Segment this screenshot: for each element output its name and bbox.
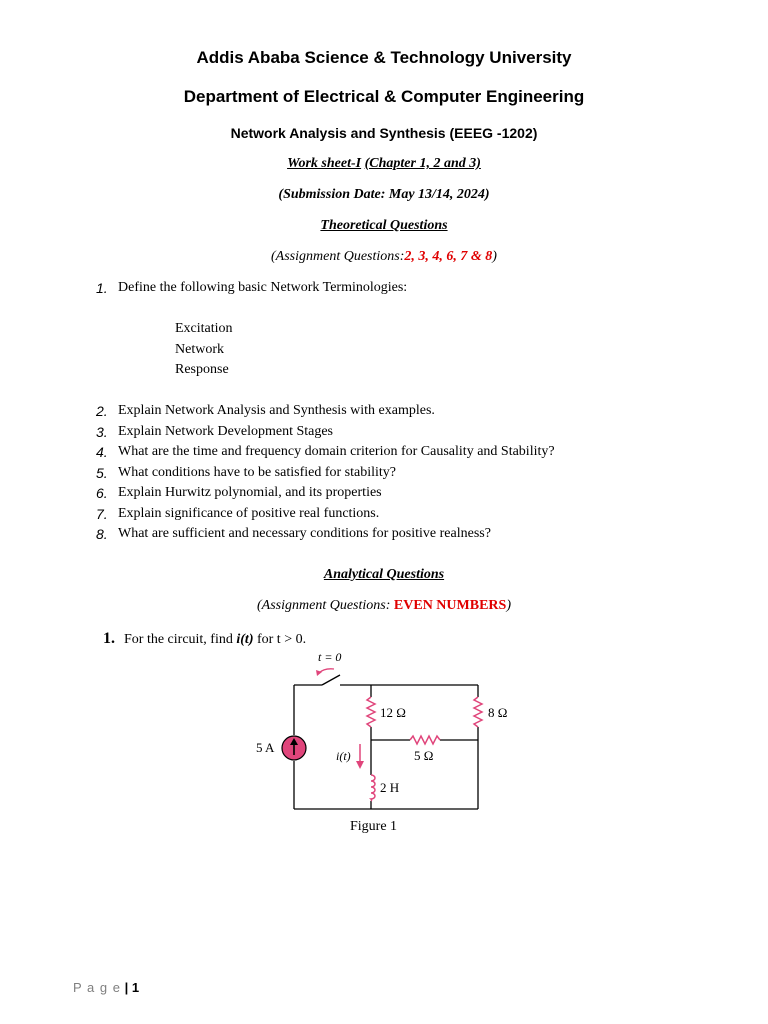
switch-label: t = 0 [318, 650, 342, 664]
question-number: 7. [96, 506, 108, 522]
question-number: 4. [96, 444, 108, 460]
question-text: Explain significance of positive real functions. [118, 506, 380, 521]
question-number: 1. [96, 280, 108, 296]
page-separator: | [124, 980, 129, 995]
worksheet-label: Work sheet-I [287, 156, 362, 171]
question-number: 8. [96, 526, 108, 542]
r3-label: 5 Ω [414, 748, 434, 763]
question-text: What are the time and frequency domain criterion for Causality and Stability? [118, 444, 555, 459]
assignment-prefix: (Assignment Questions: [271, 249, 405, 264]
analytical-heading: Analytical Questions [323, 567, 445, 582]
university-title: Addis Ababa Science & Technology University [196, 48, 572, 67]
question-text: Explain Network Development Stages [118, 424, 334, 439]
question-text: What conditions have to be satisfied for stability? [118, 465, 396, 480]
current-label: i(t) [336, 749, 351, 763]
term-item: Network [175, 342, 224, 357]
theoretical-assignment [0, 249, 768, 265]
assignment-highlight: EVEN NUMBERS [393, 598, 507, 613]
resistor-5ohm [410, 736, 440, 744]
question-number: 6. [96, 485, 108, 501]
source-label: 5 A [256, 740, 275, 755]
term-item: Response [175, 362, 229, 377]
chapters-label: (Chapter 1, 2 and 3) [364, 156, 481, 171]
r2-label: 8 Ω [488, 705, 508, 720]
assignment-numbers: 2, 3, 4, 6, 7 & 8 [404, 249, 493, 264]
problem-variable: i(t) [236, 632, 254, 647]
term-item: Excitation [175, 321, 233, 336]
circuit-diagram [240, 645, 540, 820]
question-text: Explain Network Analysis and Synthesis with examples. [118, 403, 435, 418]
question-number: 3. [96, 424, 108, 440]
problem-text-b: for t > 0. [253, 632, 307, 647]
analytical-assignment [0, 598, 768, 614]
figure-caption: Figure 1 [350, 819, 398, 834]
submission-date: (Submission Date: May 13/14, 2024) [278, 187, 490, 202]
resistor-12ohm [367, 697, 375, 727]
question-text: Define the following basic Network Terminologies: [118, 280, 408, 295]
question-text: What are sufficient and necessary conditions for positive realness? [118, 526, 491, 541]
problem-text-a: For the circuit, find [124, 632, 237, 647]
page-word: P a g e [73, 980, 121, 995]
page-footer [73, 980, 139, 995]
question-number: 5. [96, 465, 108, 481]
worksheet-line [0, 156, 768, 172]
page-number: 1 [131, 980, 140, 995]
problem-number: 1. [103, 630, 115, 647]
inductor-label: 2 H [380, 780, 400, 795]
inductor-2h [371, 775, 375, 801]
assignment-suffix: ) [492, 249, 497, 264]
resistor-8ohm [474, 697, 482, 727]
r1-label: 12 Ω [380, 705, 406, 720]
assignment-suffix: ) [506, 598, 511, 613]
question-text: Explain Hurwitz polynomial, and its properties [118, 485, 382, 500]
switch-blade [322, 675, 340, 685]
department-title: Department of Electrical & Computer Engineering [183, 87, 585, 106]
question-number: 2. [96, 403, 108, 419]
assignment-prefix: (Assignment Questions: [257, 598, 394, 613]
theoretical-heading: Theoretical Questions [320, 218, 448, 233]
course-title: Network Analysis and Synthesis (EEEG -1202) [230, 125, 538, 141]
